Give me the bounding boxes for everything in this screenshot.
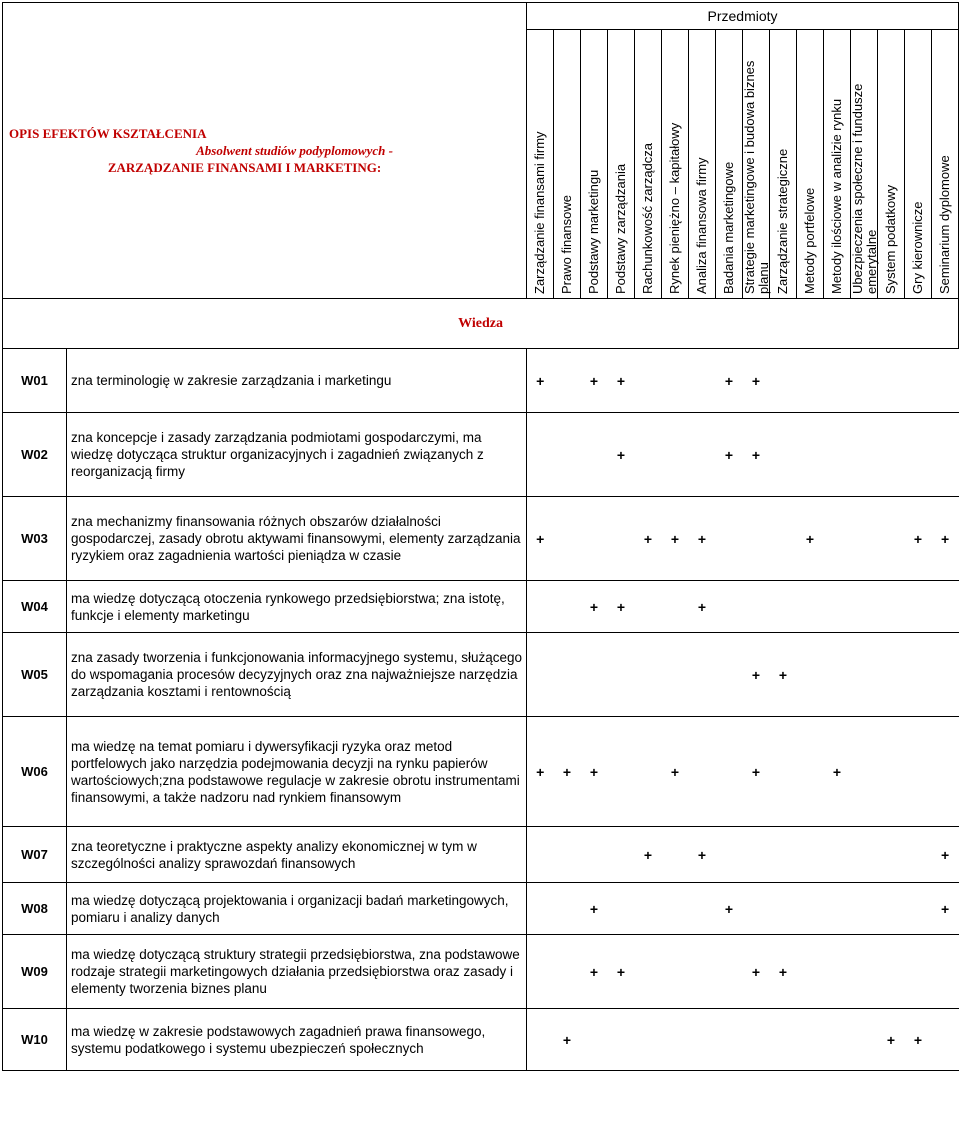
- subject-mark: [824, 935, 851, 1009]
- subject-mark: [743, 827, 770, 883]
- subject-mark: [635, 349, 662, 413]
- subject-mark: [851, 827, 878, 883]
- outcome-code: W01: [3, 349, 67, 413]
- table-row: [3, 935, 959, 1009]
- subject-mark: [635, 935, 662, 1009]
- subject-mark: [770, 497, 797, 581]
- subject-name: Metody portfelowe: [802, 187, 818, 294]
- subject-mark: +: [689, 497, 716, 581]
- subject-mark: +: [824, 717, 851, 827]
- subject-mark: +: [608, 413, 635, 497]
- subject-mark: [932, 935, 959, 1009]
- subject-name: Zarządzanie strategiczne: [775, 148, 791, 294]
- subject-mark: [824, 497, 851, 581]
- subject-name: System podatkowy: [883, 184, 899, 294]
- subject-mark: [905, 717, 932, 827]
- subject-mark: [905, 349, 932, 413]
- subject-mark: +: [581, 349, 608, 413]
- subject-mark: [635, 633, 662, 717]
- subject-mark: [770, 827, 797, 883]
- subject-name: Strategie marketingowe i budowa biznes planu: [742, 60, 772, 294]
- subject-name: Seminarium dyplomowe: [937, 155, 953, 294]
- subject-mark: [581, 1009, 608, 1071]
- subject-column-header: [689, 30, 716, 299]
- subject-mark: [527, 633, 554, 717]
- outcomes-body: [3, 349, 959, 1071]
- subject-name: Rynek pieniężno – kapitałowy: [667, 122, 683, 294]
- subject-mark: [716, 717, 743, 827]
- subject-mark: [797, 827, 824, 883]
- subject-column-header: [905, 30, 932, 299]
- outcome-description: zna koncepcje i zasady zarządzania podmiotami gospodarczymi, ma wiedzę dotycząca struktur organizacyjnych i zagadnień związanych z reorganizacją firmy: [67, 413, 527, 497]
- subject-mark: +: [905, 1009, 932, 1071]
- outcome-code: W08: [3, 883, 67, 935]
- subject-mark: +: [527, 349, 554, 413]
- subject-column-header: [743, 30, 770, 299]
- outcome-description: zna mechanizmy finansowania różnych obszarów działalności gospodarczej, zasady obrotu aktywami finansowymi, elementy zarządzania ryzykiem oraz zagadnienia wartości pieniądza w czasie: [67, 497, 527, 581]
- subject-mark: [878, 581, 905, 633]
- subject-mark: [824, 1009, 851, 1071]
- table-row: [3, 883, 959, 935]
- subject-mark: [905, 413, 932, 497]
- subject-mark: [716, 1009, 743, 1071]
- table-row: [3, 349, 959, 413]
- title-line-1: OPIS EFEKTÓW KSZTAŁCENIA: [9, 126, 207, 141]
- table-row: [3, 497, 959, 581]
- subject-mark: [716, 633, 743, 717]
- table-row: [3, 827, 959, 883]
- subject-mark: +: [932, 827, 959, 883]
- subject-mark: +: [743, 633, 770, 717]
- subject-mark: [581, 497, 608, 581]
- outcome-code: W03: [3, 497, 67, 581]
- subject-mark: +: [581, 883, 608, 935]
- subject-mark: [608, 497, 635, 581]
- subject-mark: +: [554, 1009, 581, 1071]
- subject-mark: [878, 827, 905, 883]
- subject-mark: [635, 1009, 662, 1071]
- subject-mark: [851, 497, 878, 581]
- subject-mark: [527, 1009, 554, 1071]
- subject-mark: [851, 581, 878, 633]
- subject-mark: [797, 349, 824, 413]
- subject-mark: +: [743, 935, 770, 1009]
- subject-name: Metody ilościowe w analizie rynku: [829, 98, 845, 294]
- subject-mark: [851, 883, 878, 935]
- subject-mark: [932, 349, 959, 413]
- subject-mark: [554, 935, 581, 1009]
- subject-mark: [824, 413, 851, 497]
- subject-name: Badania marketingowe: [721, 161, 737, 294]
- subject-mark: [689, 633, 716, 717]
- subject-mark: [770, 413, 797, 497]
- subject-mark: [527, 883, 554, 935]
- subject-mark: [797, 1009, 824, 1071]
- subject-mark: +: [554, 717, 581, 827]
- subject-mark: [770, 1009, 797, 1071]
- subject-mark: [635, 581, 662, 633]
- outcome-code: W07: [3, 827, 67, 883]
- section-heading: Wiedza: [3, 299, 959, 349]
- subject-column-header: [851, 30, 878, 299]
- subject-mark: [554, 633, 581, 717]
- subject-mark: [608, 883, 635, 935]
- subject-name: Ubezpieczenia społeczne i fundusze emerytalne: [850, 83, 880, 294]
- subject-mark: [527, 413, 554, 497]
- subject-name: Podstawy zarządzania: [613, 163, 629, 294]
- subject-mark: [878, 883, 905, 935]
- subject-mark: [608, 717, 635, 827]
- subject-mark: [554, 497, 581, 581]
- subject-mark: [689, 935, 716, 1009]
- subject-mark: +: [662, 717, 689, 827]
- learning-outcomes-table: [2, 2, 959, 1071]
- subject-mark: [527, 935, 554, 1009]
- subject-mark: [662, 633, 689, 717]
- subject-mark: +: [635, 497, 662, 581]
- subject-column-header: [608, 30, 635, 299]
- subject-mark: +: [581, 717, 608, 827]
- subject-column-header: [878, 30, 905, 299]
- subject-mark: [662, 349, 689, 413]
- subject-mark: [905, 581, 932, 633]
- subject-mark: [635, 883, 662, 935]
- subject-mark: [770, 581, 797, 633]
- subject-mark: [689, 349, 716, 413]
- subject-mark: [797, 413, 824, 497]
- subject-mark: [932, 413, 959, 497]
- subject-mark: +: [797, 497, 824, 581]
- subject-mark: [662, 883, 689, 935]
- subject-mark: [527, 581, 554, 633]
- subject-mark: +: [905, 497, 932, 581]
- subject-mark: +: [635, 827, 662, 883]
- subject-mark: [824, 349, 851, 413]
- subject-mark: +: [527, 497, 554, 581]
- subject-mark: +: [662, 497, 689, 581]
- subject-mark: [689, 1009, 716, 1071]
- subject-mark: [797, 633, 824, 717]
- subject-mark: [905, 827, 932, 883]
- subject-mark: +: [770, 935, 797, 1009]
- subject-mark: [581, 633, 608, 717]
- subject-mark: +: [716, 413, 743, 497]
- subject-mark: [689, 883, 716, 935]
- subject-mark: +: [716, 349, 743, 413]
- subject-mark: [932, 581, 959, 633]
- subject-mark: +: [770, 633, 797, 717]
- subject-mark: [554, 413, 581, 497]
- subject-mark: [851, 717, 878, 827]
- subject-mark: +: [932, 883, 959, 935]
- subject-mark: [662, 413, 689, 497]
- subject-name: Zarządzanie finansami firmy: [532, 131, 548, 294]
- subject-mark: [608, 827, 635, 883]
- subject-mark: [608, 1009, 635, 1071]
- subject-column-header: [554, 30, 581, 299]
- subject-mark: [635, 413, 662, 497]
- subject-column-header: [797, 30, 824, 299]
- subject-mark: [851, 349, 878, 413]
- subject-name: Podstawy marketingu: [586, 169, 602, 294]
- subject-mark: [851, 1009, 878, 1071]
- subject-mark: +: [689, 827, 716, 883]
- table-row: [3, 1009, 959, 1071]
- subject-mark: [878, 413, 905, 497]
- subject-mark: +: [743, 413, 770, 497]
- subject-mark: [716, 935, 743, 1009]
- subject-mark: [797, 717, 824, 827]
- subject-mark: [878, 935, 905, 1009]
- subject-mark: [797, 935, 824, 1009]
- outcome-description: zna zasady tworzenia i funkcjonowania informacyjnego systemu, służącego do wspomagania procesów decyzyjnych oraz zna najważniejsze narzędzia zarządzania kosztami i rentownością: [67, 633, 527, 717]
- subject-column-header: [527, 30, 554, 299]
- subject-name: Analiza finansowa firmy: [694, 157, 710, 294]
- subject-mark: +: [743, 717, 770, 827]
- subject-column-header: [770, 30, 797, 299]
- subject-mark: [770, 883, 797, 935]
- table-row: [3, 633, 959, 717]
- subject-name: Gry kierownicze: [910, 201, 926, 294]
- subject-mark: +: [716, 883, 743, 935]
- subject-mark: [662, 935, 689, 1009]
- outcome-description: zna teoretyczne i praktyczne aspekty analizy ekonomicznej w tym w szczególności analizy sprawozdań finansowych: [67, 827, 527, 883]
- table-row: [3, 717, 959, 827]
- table-row: [3, 581, 959, 633]
- subject-mark: [662, 1009, 689, 1071]
- subject-mark: [824, 827, 851, 883]
- subject-mark: [905, 935, 932, 1009]
- subject-mark: [851, 633, 878, 717]
- subject-mark: [554, 581, 581, 633]
- subject-name: Prawo finansowe: [559, 195, 575, 294]
- subject-mark: +: [743, 349, 770, 413]
- subject-mark: [878, 633, 905, 717]
- subject-mark: +: [581, 935, 608, 1009]
- subject-mark: [716, 581, 743, 633]
- subject-mark: [824, 581, 851, 633]
- subject-name: Rachunkowość zarządcza: [640, 142, 656, 294]
- outcome-code: W06: [3, 717, 67, 827]
- subject-mark: +: [608, 349, 635, 413]
- outcome-code: W05: [3, 633, 67, 717]
- outcome-description: ma wiedzę dotyczącą struktury strategii przedsiębiorstwa, zna podstawowe rodzaje strategii marketingowych działania przedsiębiorstwa oraz zasady i elementy tworzenia biznes planu: [67, 935, 527, 1009]
- subject-mark: +: [608, 581, 635, 633]
- outcome-description: ma wiedzę na temat pomiaru i dywersyfikacji ryzyka oraz metod portfelowych jako narzędzia podejmowania decyzji na rynku papierów wartościowych;zna podstawowe regulacje w zakresie obrotu instrumentami finansowymi, a także nadzoru nad rynkiem finansowym: [67, 717, 527, 827]
- subject-mark: [824, 633, 851, 717]
- subject-column-header: [824, 30, 851, 299]
- subject-column-header: [716, 30, 743, 299]
- subject-mark: [635, 717, 662, 827]
- subject-mark: [743, 581, 770, 633]
- subject-mark: [824, 883, 851, 935]
- document-title: [3, 3, 527, 299]
- subject-mark: [608, 633, 635, 717]
- subject-mark: [770, 717, 797, 827]
- subject-mark: [554, 827, 581, 883]
- subject-mark: [743, 497, 770, 581]
- subject-mark: [851, 413, 878, 497]
- subject-mark: [554, 349, 581, 413]
- subject-mark: [932, 717, 959, 827]
- table-row: [3, 413, 959, 497]
- subject-mark: [797, 883, 824, 935]
- subject-mark: [770, 349, 797, 413]
- outcome-description: ma wiedzę dotyczącą projektowania i organizacji badań marketingowych, pomiaru i analizy danych: [67, 883, 527, 935]
- subject-column-header: [932, 30, 959, 299]
- subject-mark: [932, 633, 959, 717]
- subject-mark: [581, 827, 608, 883]
- subject-mark: [716, 827, 743, 883]
- subject-mark: [689, 413, 716, 497]
- subject-column-header: [635, 30, 662, 299]
- subject-mark: [797, 581, 824, 633]
- subject-mark: [689, 717, 716, 827]
- subject-mark: [743, 1009, 770, 1071]
- outcome-code: W10: [3, 1009, 67, 1071]
- outcome-code: W02: [3, 413, 67, 497]
- subject-column-header: [581, 30, 608, 299]
- subject-mark: [878, 349, 905, 413]
- subject-mark: [905, 633, 932, 717]
- subject-mark: [878, 497, 905, 581]
- subject-mark: [878, 717, 905, 827]
- subject-mark: +: [689, 581, 716, 633]
- subject-mark: +: [581, 581, 608, 633]
- outcome-description: ma wiedzę dotyczącą otoczenia rynkowego przedsiębiorstwa; zna istotę, funkcje i elementy marketingu: [67, 581, 527, 633]
- subject-mark: [743, 883, 770, 935]
- subject-mark: +: [878, 1009, 905, 1071]
- subject-mark: +: [932, 497, 959, 581]
- outcome-description: ma wiedzę w zakresie podstawowych zagadnień prawa finansowego, systemu podatkowego i systemu ubezpieczeń społecznych: [67, 1009, 527, 1071]
- subject-mark: [554, 883, 581, 935]
- subject-mark: [905, 883, 932, 935]
- subject-mark: [932, 1009, 959, 1071]
- subject-mark: [527, 827, 554, 883]
- outcome-description: zna terminologię w zakresie zarządzania i marketingu: [67, 349, 527, 413]
- subject-mark: [662, 827, 689, 883]
- subject-mark: [581, 413, 608, 497]
- title-line-2: Absolwent studiów podyplomowych -: [196, 143, 393, 158]
- outcome-code: W09: [3, 935, 67, 1009]
- outcome-code: W04: [3, 581, 67, 633]
- title-line-3: ZARZĄDZANIE FINANSAMI I MARKETING:: [107, 160, 382, 175]
- subject-mark: [662, 581, 689, 633]
- subject-mark: [851, 935, 878, 1009]
- subject-mark: +: [527, 717, 554, 827]
- subjects-header: Przedmioty: [527, 3, 959, 30]
- subject-mark: +: [608, 935, 635, 1009]
- subject-column-header: [662, 30, 689, 299]
- subject-mark: [716, 497, 743, 581]
